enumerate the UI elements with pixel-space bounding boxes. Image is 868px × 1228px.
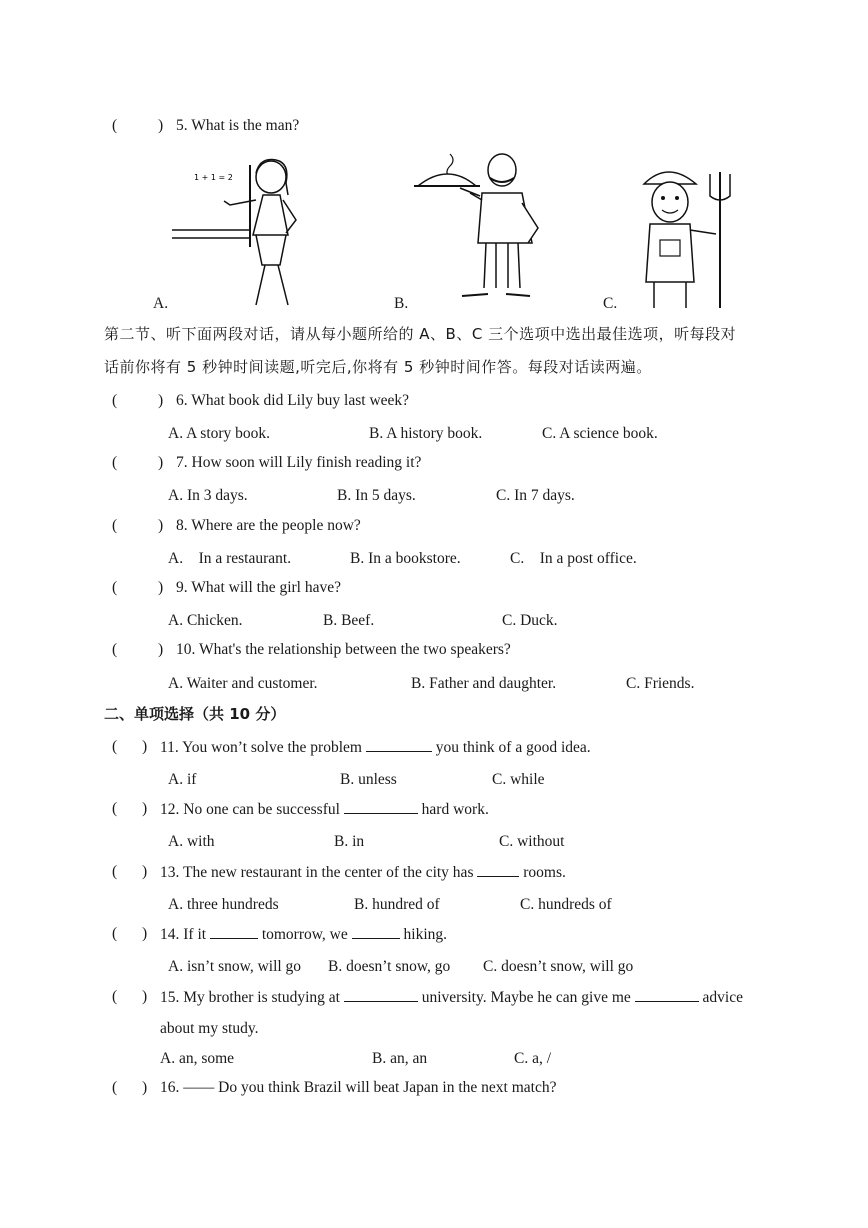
q10-option-a: A. Waiter and customer. xyxy=(168,675,318,692)
question-10: 10. What's the relationship between the two speakers? xyxy=(176,641,511,658)
q7-option-a: A. In 3 days. xyxy=(168,487,248,504)
answer-paren-open: ( xyxy=(112,1079,118,1096)
q13-blank xyxy=(477,862,519,877)
question-11 xyxy=(160,737,591,758)
q12-option-b: B. in xyxy=(334,833,365,850)
waiter-illustration xyxy=(410,148,550,306)
q15-option-c: C. a, / xyxy=(514,1050,552,1067)
question-7: 7. How soon will Lily finish reading it? xyxy=(176,454,422,471)
question-15-continued: about my study. xyxy=(160,1020,259,1037)
q15-stem-start: 15. My brother is studying at xyxy=(160,989,340,1006)
answer-paren-close: ) xyxy=(142,863,148,880)
question-16: 16. —— Do you think Brazil will beat Japan in the next match? xyxy=(160,1079,557,1096)
q9-option-c: C. Duck. xyxy=(502,612,558,629)
question-12 xyxy=(160,799,489,820)
q8-option-a: A. In a restaurant. xyxy=(168,550,292,567)
answer-paren-open: ( xyxy=(112,392,118,409)
question-9: 9. What will the girl have? xyxy=(176,579,341,596)
answer-paren-close: ) xyxy=(158,517,164,534)
q12-stem-start: 12. No one can be successful xyxy=(160,801,340,818)
q15-stem-mid: university. Maybe he can give me xyxy=(421,989,631,1006)
q15-option-a: A. an, some xyxy=(160,1050,235,1067)
answer-paren-open: ( xyxy=(112,454,118,471)
q6-option-c: C. A science book. xyxy=(542,425,658,442)
farmer-illustration xyxy=(636,162,746,310)
q14-blank-1 xyxy=(210,924,258,939)
section2-instructions-line2: 话前你将有 5 秒钟时间读题,听完后,你将有 5 秒钟时间作答。每段对话读两遍。 xyxy=(104,358,652,376)
answer-paren-open: ( xyxy=(112,988,118,1005)
question-6: 6. What book did Lily buy last week? xyxy=(176,392,410,409)
question-15 xyxy=(160,987,743,1008)
question-8: 8. Where are the people now? xyxy=(176,517,361,534)
board-equation: 1 + 1 = 2 xyxy=(194,173,233,182)
q12-option-a: A. with xyxy=(168,833,215,850)
q6-option-a: A. A story book. xyxy=(168,425,271,442)
q11-stem-start: 11. You won’t solve the problem xyxy=(160,739,362,756)
q14-option-b: B. doesn’t snow, go xyxy=(328,958,451,975)
q15-blank-2 xyxy=(635,987,699,1002)
q15-stem-end: advice xyxy=(702,989,743,1006)
question-13 xyxy=(160,862,566,883)
answer-paren-open: ( xyxy=(112,117,118,134)
q11-option-c: C. while xyxy=(492,771,545,788)
q13-option-a: A. three hundreds xyxy=(168,896,279,913)
q10-option-c: C. Friends. xyxy=(626,675,695,692)
section2-instructions-line1: 第二节、听下面两段对话，请从每小题所给的 A、B、C 三个选项中选出最佳选项，听每段对 xyxy=(104,325,737,343)
q14-option-a: A. isn’t snow, will go xyxy=(168,958,302,975)
q14-stem-start: 14. If it xyxy=(160,926,207,943)
answer-paren-close: ) xyxy=(158,641,164,658)
answer-paren-close: ) xyxy=(142,988,148,1005)
teacher-illustration xyxy=(168,155,318,310)
q6-option-b: B. A history book. xyxy=(369,425,483,442)
answer-paren-close: ) xyxy=(158,454,164,471)
part2-heading: 二、单项选择（共 10 分） xyxy=(104,705,286,723)
q11-option-b: B. unless xyxy=(340,771,397,788)
q14-stem-mid: tomorrow, we xyxy=(261,926,348,943)
answer-paren-close: ) xyxy=(158,117,164,134)
answer-paren-open: ( xyxy=(112,517,118,534)
q8-option-b: B. In a bookstore. xyxy=(350,550,461,567)
q11-stem-end: you think of a good idea. xyxy=(435,739,591,756)
q12-option-c: C. without xyxy=(499,833,565,850)
q9-option-b: B. Beef. xyxy=(323,612,375,629)
q9-option-a: A. Chicken. xyxy=(168,612,243,629)
option-b-label: B. xyxy=(394,295,409,312)
answer-paren-close: ) xyxy=(158,579,164,596)
q13-option-b: B. hundred of xyxy=(354,896,440,913)
answer-paren-open: ( xyxy=(112,800,118,817)
q14-option-c: C. doesn’t snow, will go xyxy=(483,958,634,975)
answer-paren-open: ( xyxy=(112,925,118,942)
option-a-label: A. xyxy=(153,295,169,312)
q11-option-a: A. if xyxy=(168,771,197,788)
q15-blank-1 xyxy=(344,987,418,1002)
answer-paren-open: ( xyxy=(112,579,118,596)
question-5: 5. What is the man? xyxy=(176,117,300,134)
answer-paren-close: ) xyxy=(142,925,148,942)
answer-paren-close: ) xyxy=(142,800,148,817)
q13-stem-end: rooms. xyxy=(523,864,566,881)
q7-option-c: C. In 7 days. xyxy=(496,487,575,504)
q14-blank-2 xyxy=(352,924,400,939)
question-14 xyxy=(160,924,447,945)
q14-stem-end: hiking. xyxy=(403,926,448,943)
answer-paren-open: ( xyxy=(112,738,118,755)
q13-stem-start: 13. The new restaurant in the center of the city has xyxy=(160,864,474,881)
q15-option-b: B. an, an xyxy=(372,1050,428,1067)
answer-paren-close: ) xyxy=(158,392,164,409)
answer-paren-open: ( xyxy=(112,641,118,658)
q8-option-c: C. In a post office. xyxy=(510,550,637,567)
q13-option-c: C. hundreds of xyxy=(520,896,612,913)
q7-option-b: B. In 5 days. xyxy=(337,487,416,504)
answer-paren-open: ( xyxy=(112,863,118,880)
answer-paren-close: ) xyxy=(142,1079,148,1096)
q12-stem-end: hard work. xyxy=(421,801,489,818)
q10-option-b: B. Father and daughter. xyxy=(411,675,557,692)
q12-blank xyxy=(344,799,418,814)
answer-paren-close: ) xyxy=(142,738,148,755)
option-c-label: C. xyxy=(603,295,618,312)
q11-blank xyxy=(366,737,432,752)
